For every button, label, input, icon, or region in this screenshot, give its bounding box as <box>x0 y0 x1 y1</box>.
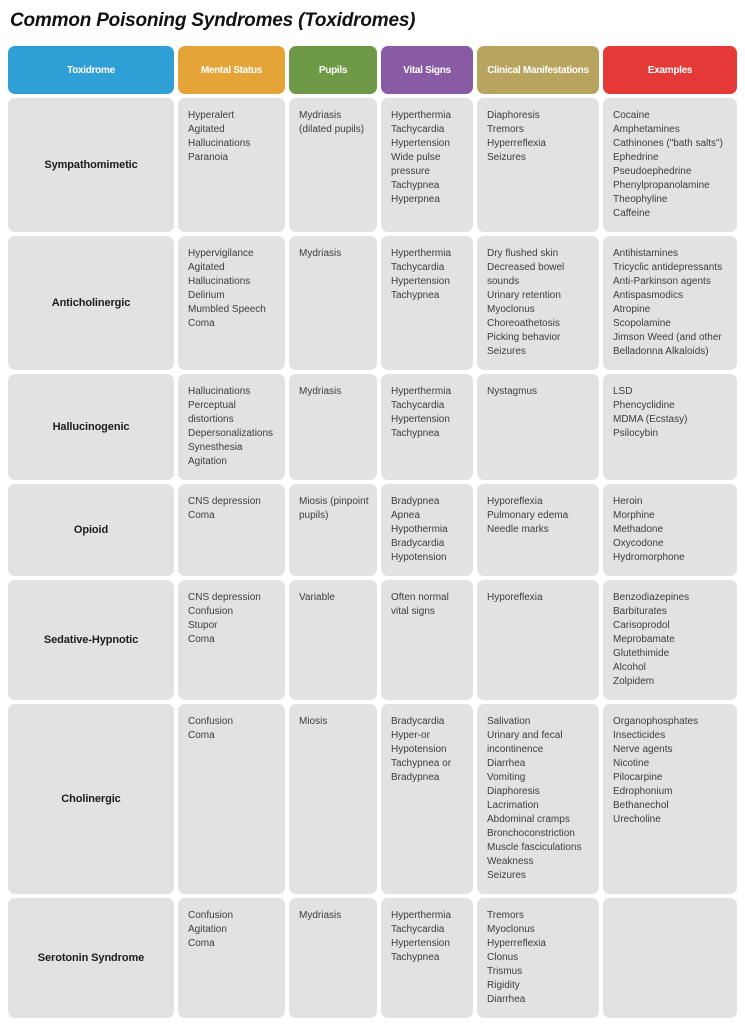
examples-item: Hydromorphone <box>613 552 685 563</box>
toxidrome-label-cholinergic: Cholinergic <box>8 704 174 894</box>
examples-item: Urecholine <box>613 814 661 825</box>
examples-item: Scopolamine <box>613 318 671 329</box>
examples-item: Ephedrine <box>613 152 659 163</box>
cholinergic-examples-cell <box>603 704 737 894</box>
vital-signs-item: Hypothermia <box>391 524 448 535</box>
mental-status-item: Confusion <box>188 606 234 617</box>
hallucinogenic-vital-signs-cell <box>381 374 473 480</box>
mental-status-item: Hallucinations <box>188 386 251 397</box>
pupils-item: Mydriasis <box>299 910 342 921</box>
sedative-hypnotic-pupils-cell <box>289 580 377 700</box>
mental-status-item: Hypervigilance <box>188 248 254 259</box>
clinical-manifestations-item: Clonus <box>487 952 519 963</box>
examples-item: Pilocarpine <box>613 772 663 783</box>
vital-signs-item: Hypertension <box>391 938 450 949</box>
examples-item: Atropine <box>613 304 651 315</box>
mental-status-item: CNS depression <box>188 496 261 507</box>
mental-status-item: Synesthesia <box>188 442 243 453</box>
mental-status-item: Confusion <box>188 716 234 727</box>
mental-status-item: Coma <box>188 730 215 741</box>
sympathomimetic-mental-status-cell <box>178 98 285 232</box>
clinical-manifestations-item: Diarrhea <box>487 758 526 769</box>
clinical-manifestations-item: Decreased bowel sounds <box>487 262 565 287</box>
pupils-item: Mydriasis (dilated pupils) <box>299 110 365 135</box>
vital-signs-item: Hypertension <box>391 138 450 149</box>
vital-signs-item: Tachypnea <box>391 290 440 301</box>
anticholinergic-clinical-manifestations-cell <box>477 236 599 370</box>
toxidrome-label-opioid: Opioid <box>8 484 174 576</box>
examples-item: Barbiturates <box>613 606 667 617</box>
clinical-manifestations-item: Myoclonus <box>487 304 535 315</box>
examples-item: Organophosphates <box>613 716 699 727</box>
examples-item: Carisoprodol <box>613 620 670 631</box>
pupils-item: Mydriasis <box>299 386 342 397</box>
examples-item: Methadone <box>613 524 664 535</box>
sympathomimetic-clinical-manifestations-cell <box>477 98 599 232</box>
mental-status-item: Coma <box>188 938 215 949</box>
clinical-manifestations-item: Hyporeflexia <box>487 496 543 507</box>
mental-status-item: Hallucinations <box>188 276 251 287</box>
clinical-manifestations-item: Pulmonary edema <box>487 510 569 521</box>
examples-item: Jimson Weed (and other Belladonna Alkaloids) <box>613 332 722 357</box>
vital-signs-item: Often normal vital signs <box>391 592 449 617</box>
hallucinogenic-mental-status-cell <box>178 374 285 480</box>
examples-item: Pseudoephedrine <box>613 166 692 177</box>
sympathomimetic-pupils-cell <box>289 98 377 232</box>
clinical-manifestations-item: Lacrimation <box>487 800 539 811</box>
hallucinogenic-clinical-manifestations-cell <box>477 374 599 480</box>
clinical-manifestations-item: Picking behavior <box>487 332 561 343</box>
cholinergic-clinical-manifestations-cell <box>477 704 599 894</box>
sedative-hypnotic-examples-cell <box>603 580 737 700</box>
vital-signs-item: Tachypnea <box>391 952 440 963</box>
examples-item: Insecticides <box>613 730 666 741</box>
clinical-manifestations-item: Seizures <box>487 346 526 357</box>
examples-item: Edrophonium <box>613 786 673 797</box>
clinical-manifestations-item: Diaphoresis <box>487 786 540 797</box>
column-header-clinical-manifestations: Clinical Manifestations <box>477 46 599 94</box>
toxidrome-label-serotonin-syndrome: Serotonin Syndrome <box>8 898 174 1018</box>
pupils-item: Variable <box>299 592 335 603</box>
clinical-manifestations-item: Urinary retention <box>487 290 561 301</box>
mental-status-item: Paranoia <box>188 152 229 163</box>
clinical-manifestations-item: Choreoathetosis <box>487 318 560 329</box>
toxidrome-label-hallucinogenic: Hallucinogenic <box>8 374 174 480</box>
opioid-pupils-cell <box>289 484 377 576</box>
examples-item: Phenylpropanolamine <box>613 180 710 191</box>
examples-item: Nerve agents <box>613 744 673 755</box>
hallucinogenic-pupils-cell <box>289 374 377 480</box>
clinical-manifestations-item: Bronchoconstriction <box>487 828 575 839</box>
examples-item: Glutethimide <box>613 648 670 659</box>
opioid-vital-signs-cell <box>381 484 473 576</box>
examples-item: Heroin <box>613 496 643 507</box>
serotonin-syndrome-mental-status-cell <box>178 898 285 1018</box>
mental-status-item: Coma <box>188 510 215 521</box>
column-header-examples: Examples <box>603 46 737 94</box>
pupils-item: Mydriasis <box>299 248 342 259</box>
anticholinergic-pupils-cell <box>289 236 377 370</box>
clinical-manifestations-item: Nystagmus <box>487 386 538 397</box>
opioid-mental-status-cell <box>178 484 285 576</box>
clinical-manifestations-item: Rigidity <box>487 980 520 991</box>
vital-signs-item: Tachycardia <box>391 400 445 411</box>
cholinergic-vital-signs-cell <box>381 704 473 894</box>
examples-item: LSD <box>613 386 633 397</box>
clinical-manifestations-item: Myoclonus <box>487 924 535 935</box>
mental-status-item: Agitation <box>188 456 227 467</box>
vital-signs-item: Hypotension <box>391 552 447 563</box>
clinical-manifestations-item: Diaphoresis <box>487 110 540 121</box>
mental-status-item: Mumbled Speech <box>188 304 266 315</box>
vital-signs-item: Tachycardia <box>391 124 445 135</box>
column-header-pupils: Pupils <box>289 46 377 94</box>
clinical-manifestations-item: Hyperreflexia <box>487 938 546 949</box>
examples-item: Alcohol <box>613 662 646 673</box>
mental-status-item: Stupor <box>188 620 218 631</box>
vital-signs-item: Bradycardia <box>391 538 445 549</box>
clinical-manifestations-item: Muscle fasciculations <box>487 842 582 853</box>
column-header-mental-status: Mental Status <box>178 46 285 94</box>
opioid-clinical-manifestations-cell <box>477 484 599 576</box>
examples-item: Amphetamines <box>613 124 680 135</box>
examples-item: Benzodiazepines <box>613 592 690 603</box>
clinical-manifestations-item: Trismus <box>487 966 523 977</box>
clinical-manifestations-item: Seizures <box>487 870 526 881</box>
examples-item: Theophyline <box>613 194 668 205</box>
examples-item: Bethanechol <box>613 800 669 811</box>
vital-signs-item: Tachypnea or Bradypnea <box>391 758 452 783</box>
cholinergic-pupils-cell <box>289 704 377 894</box>
vital-signs-item: Hyperthermia <box>391 386 452 397</box>
clinical-manifestations-item: Abdominal cramps <box>487 814 570 825</box>
clinical-manifestations-item: Hyperreflexia <box>487 138 546 149</box>
vital-signs-item: Tachypnea <box>391 180 440 191</box>
sympathomimetic-vital-signs-cell <box>381 98 473 232</box>
clinical-manifestations-item: Vomiting <box>487 772 526 783</box>
vital-signs-item: Wide pulse pressure <box>391 152 441 177</box>
examples-item: Anti-Parkinson agents <box>613 276 711 287</box>
mental-status-item: Agitation <box>188 924 227 935</box>
toxidrome-label-anticholinergic: Anticholinergic <box>8 236 174 370</box>
serotonin-syndrome-clinical-manifestations-cell <box>477 898 599 1018</box>
vital-signs-item: Bradypnea <box>391 496 440 507</box>
clinical-manifestations-item: Tremors <box>487 124 524 135</box>
anticholinergic-vital-signs-cell <box>381 236 473 370</box>
serotonin-syndrome-pupils-cell <box>289 898 377 1018</box>
anticholinergic-mental-status-cell <box>178 236 285 370</box>
serotonin-syndrome-examples-cell <box>603 898 737 1018</box>
vital-signs-item: Hyper-or Hypotension <box>391 730 447 755</box>
vital-signs-item: Tachycardia <box>391 262 445 273</box>
mental-status-item: Coma <box>188 318 215 329</box>
clinical-manifestations-item: Weakness <box>487 856 534 867</box>
vital-signs-item: Hypertension <box>391 414 450 425</box>
examples-item: Tricyclic antidepressants <box>613 262 723 273</box>
mental-status-item: Confusion <box>188 910 234 921</box>
sedative-hypnotic-clinical-manifestations-cell <box>477 580 599 700</box>
clinical-manifestations-item: Hyporeflexia <box>487 592 543 603</box>
examples-item: Cathinones ("bath salts") <box>613 138 723 149</box>
vital-signs-item: Bradycardia <box>391 716 445 727</box>
sympathomimetic-examples-cell <box>603 98 737 232</box>
clinical-manifestations-item: Salivation <box>487 716 531 727</box>
vital-signs-item: Hyperthermia <box>391 248 452 259</box>
clinical-manifestations-item: Dry flushed skin <box>487 248 559 259</box>
serotonin-syndrome-vital-signs-cell <box>381 898 473 1018</box>
mental-status-item: Hyperalert <box>188 110 235 121</box>
examples-item: Oxycodone <box>613 538 664 549</box>
vital-signs-item: Hyperthermia <box>391 110 452 121</box>
opioid-examples-cell <box>603 484 737 576</box>
cholinergic-mental-status-cell <box>178 704 285 894</box>
anticholinergic-examples-cell <box>603 236 737 370</box>
vital-signs-item: Hyperpnea <box>391 194 440 205</box>
vital-signs-item: Hypertension <box>391 276 450 287</box>
examples-item: Phencyclidine <box>613 400 675 411</box>
examples-item: Antihistamines <box>613 248 679 259</box>
examples-item: MDMA (Ecstasy) <box>613 414 688 425</box>
examples-item: Zolpidem <box>613 676 655 687</box>
pupils-item: Miosis <box>299 716 328 727</box>
mental-status-item: Agitated <box>188 262 225 273</box>
mental-status-item: Coma <box>188 634 215 645</box>
examples-item: Antispasmodics <box>613 290 684 301</box>
toxidrome-label-sympathomimetic: Sympathomimetic <box>8 98 174 232</box>
vital-signs-item: Tachypnea <box>391 428 440 439</box>
vital-signs-item: Tachycardia <box>391 924 445 935</box>
column-header-vital-signs: Vital Signs <box>381 46 473 94</box>
hallucinogenic-examples-cell <box>603 374 737 480</box>
mental-status-item: Delirium <box>188 290 225 301</box>
column-header-toxidrome: Toxidrome <box>8 46 174 94</box>
examples-item: Caffeine <box>613 208 651 219</box>
examples-item: Morphine <box>613 510 655 521</box>
mental-status-item: Agitated <box>188 124 225 135</box>
toxidromes-table <box>8 46 737 1018</box>
clinical-manifestations-item: Needle marks <box>487 524 549 535</box>
toxidrome-label-sedative-hypnotic: Sedative-Hypnotic <box>8 580 174 700</box>
examples-item: Meprobamate <box>613 634 675 645</box>
mental-status-item: Depersonalizations <box>188 428 274 439</box>
mental-status-item: CNS depression <box>188 592 261 603</box>
vital-signs-item: Apnea <box>391 510 420 521</box>
page-title: Common Poisoning Syndromes (Toxidromes) <box>10 10 416 31</box>
examples-item: Nicotine <box>613 758 650 769</box>
clinical-manifestations-item: Urinary and fecal incontinence <box>487 730 563 755</box>
mental-status-item: Perceptual distortions <box>188 400 236 425</box>
clinical-manifestations-item: Diarrhea <box>487 994 526 1005</box>
sedative-hypnotic-mental-status-cell <box>178 580 285 700</box>
pupils-item: Miosis (pinpoint pupils) <box>299 496 369 521</box>
vital-signs-item: Hyperthermia <box>391 910 452 921</box>
clinical-manifestations-item: Tremors <box>487 910 524 921</box>
mental-status-item: Hallucinations <box>188 138 251 149</box>
examples-item: Cocaine <box>613 110 650 121</box>
sedative-hypnotic-vital-signs-cell <box>381 580 473 700</box>
examples-item: Psilocybin <box>613 428 659 439</box>
clinical-manifestations-item: Seizures <box>487 152 526 163</box>
